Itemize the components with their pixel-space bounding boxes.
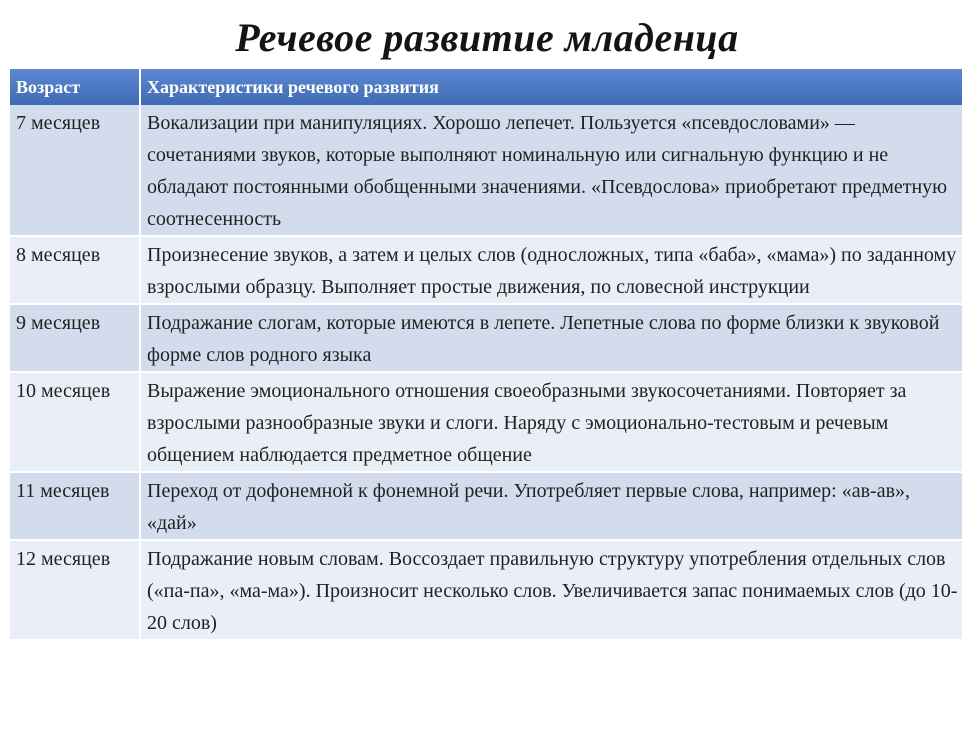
age-cell: 11 месяцев (10, 472, 140, 540)
table-row (10, 236, 962, 304)
description-cell: Переход от дофонемной к фонемной речи. Употребляет первые слова, например: «ав-ав», «дай» (140, 472, 962, 540)
speech-development-table (10, 69, 962, 641)
description-cell: Вокализации при манипуляциях. Хорошо лепечет. Пользуется «псевдословами» — сочетаниями звуков, которые выполняют номинальную или сигнальную функцию и не обладают постоянными обобщенными значениями. «Псевдослова» приобретают предметную соотнесенность (140, 105, 962, 236)
table-row (10, 540, 962, 640)
age-cell: 10 месяцев (10, 372, 140, 472)
header-characteristics: Характеристики речевого развития (140, 69, 962, 105)
description-cell: Подражание слогам, которые имеются в лепете. Лепетные слова по форме близки к звуковой форме слов родного языка (140, 304, 962, 372)
table-row (10, 472, 962, 540)
age-cell: 7 месяцев (10, 105, 140, 236)
table-row (10, 372, 962, 472)
table-header-row (10, 69, 962, 105)
description-cell: Выражение эмоционального отношения своеобразными звукосочетаниями. Повторяет за взрослыми разнообразные звуки и слоги. Наряду с эмоционально-тестовым и речевым общением наблюдается предметное общение (140, 372, 962, 472)
age-cell: 9 месяцев (10, 304, 140, 372)
description-cell: Произнесение звуков, а затем и целых слов (односложных, типа «баба», «мама») по заданному взрослыми образцу. Выполняет простые движения, по словесной инструкции (140, 236, 962, 304)
header-age: Возраст (10, 69, 140, 105)
page-title: Речевое развитие младенца (235, 15, 739, 60)
table-row (10, 105, 962, 236)
table-row (10, 304, 962, 372)
age-cell: 8 месяцев (10, 236, 140, 304)
age-cell: 12 месяцев (10, 540, 140, 640)
description-cell: Подражание новым словам. Воссоздает правильную структуру употребления отдельных слов («па-па», «ма-ма»). Произносит несколько слов. Увеличивается запас понимаемых слов (до 10-20 слов) (140, 540, 962, 640)
